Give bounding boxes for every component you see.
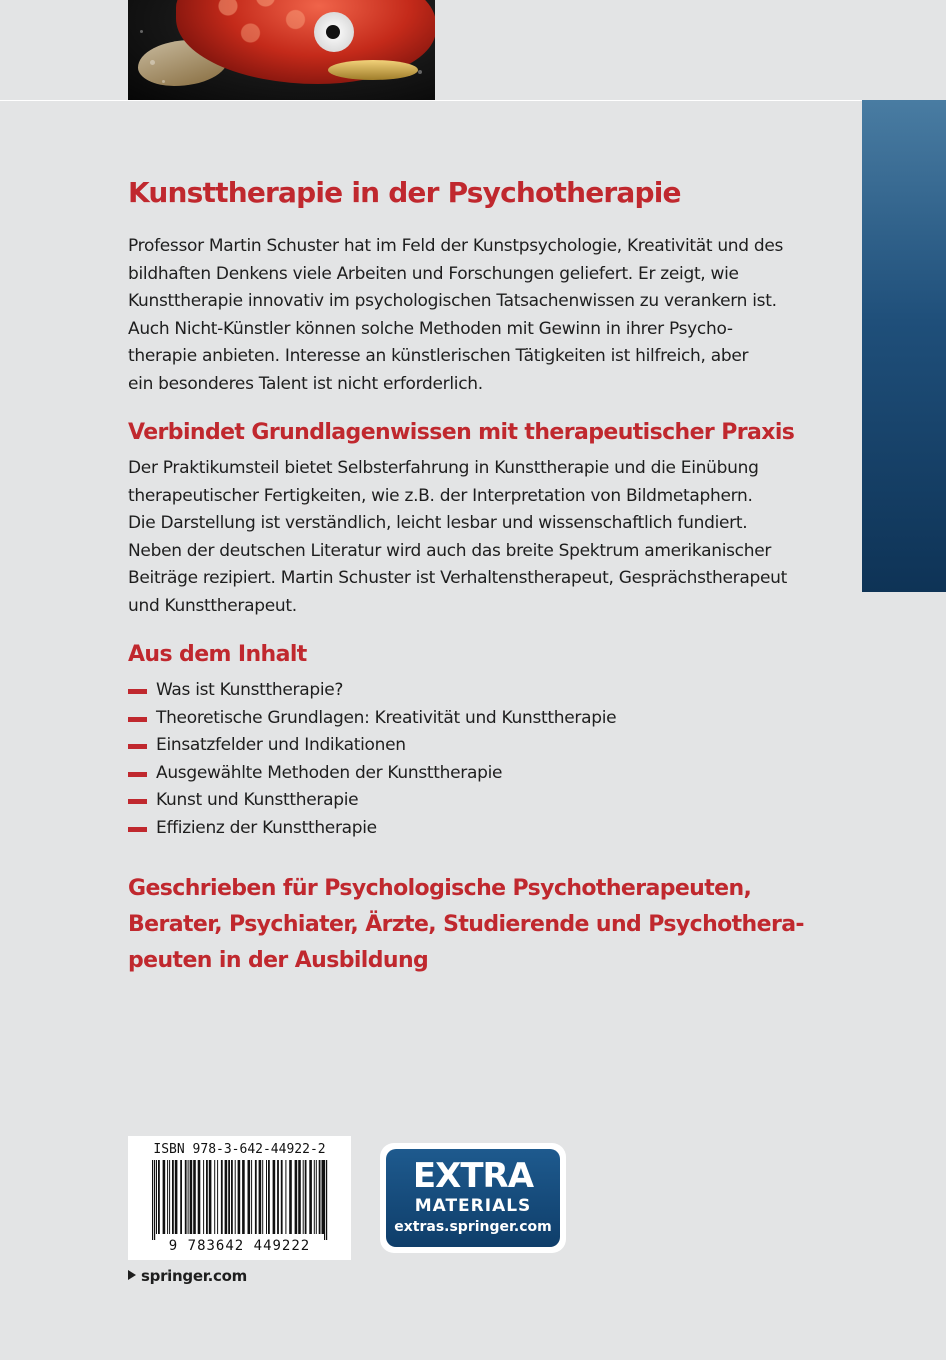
barcode-bar [319, 1160, 321, 1234]
red-dash-bullet [128, 744, 147, 749]
text-line: therapeutischer Fertigkeiten, wie z.B. der Interpretation von Bildmetaphern. [128, 485, 753, 506]
list-item-label: Theoretische Grundlagen: Kreativität und Kunsttherapie [156, 707, 617, 728]
fish-lip [328, 60, 418, 80]
isbn-label: ISBN 978-3-642-44922-2 [153, 1142, 326, 1157]
barcode-guard-bar [326, 1160, 327, 1240]
text-line: Die Darstellung ist verständlich, leicht lesbar und wissenschaftlich fundiert. [128, 513, 748, 533]
barcode-guard-bar [324, 1160, 325, 1240]
barcode-bar [298, 1160, 301, 1234]
list-item-label: Einsatzfelder und Indikationen [156, 735, 406, 755]
barcode-guard-bar [152, 1160, 153, 1240]
red-dash-bullet [128, 717, 147, 722]
list-item [128, 787, 616, 815]
section-heading-praxis: Verbindet Grundlagenwissen mit therapeutischer Praxis [128, 420, 795, 445]
text-line: ein besonderes Talent ist nicht erforderlich. [128, 373, 483, 394]
barcode-bar [242, 1160, 245, 1234]
list-item [128, 732, 616, 760]
red-dash-bullet [128, 827, 147, 832]
barcode-bar [248, 1160, 251, 1234]
intro-paragraph [128, 233, 784, 398]
barcode-bar [289, 1160, 292, 1234]
text-line: Berater, Psychiater, Ärzte, Studierende und Psychothera- [128, 912, 804, 937]
barcode-bar [238, 1160, 241, 1234]
barcode-guard-bar [154, 1160, 155, 1240]
barcode-bar [281, 1160, 283, 1234]
list-item-label: Ausgewählte Methoden der Kunsttherapie [156, 762, 503, 783]
fish-pupil [326, 25, 340, 39]
text-line: Professor Martin Schuster hat im Feld der Kunstpsychologie, Kreativität und des [128, 236, 784, 256]
extra-materials-badge[interactable] [380, 1143, 566, 1253]
barcode-bar [262, 1160, 263, 1234]
text-line: peuten in der Ausbildung [128, 948, 429, 973]
barcode-bar [175, 1160, 178, 1234]
barcode-bar [285, 1160, 286, 1234]
barcode-bar [305, 1160, 307, 1234]
text-line: Geschrieben für Psychologische Psychotherapeuten, [128, 876, 752, 901]
bubble [418, 70, 422, 74]
text-line: Auch Nicht-Künstler können solche Methoden mit Gewinn in ihrer Psycho- [128, 318, 733, 339]
text-line: Kunsttherapie innovativ im psychologischen Tatsachenwissen zu verankern ist. [128, 291, 777, 311]
barcode-bar [273, 1160, 276, 1234]
red-dash-bullet [128, 772, 147, 777]
bubble [150, 60, 155, 65]
barcode-bar [169, 1160, 170, 1234]
barcode-bar [259, 1160, 262, 1234]
list-item [128, 760, 616, 788]
barcode-bar [206, 1160, 208, 1234]
barcode-bar [316, 1160, 317, 1234]
isbn-barcode [128, 1136, 351, 1260]
barcode-bar [266, 1160, 267, 1234]
cover-image-fish [128, 0, 435, 100]
bubble [140, 30, 143, 33]
barcode-bar [231, 1160, 233, 1234]
list-item [128, 815, 616, 843]
extra-label: EXTRA [412, 1156, 534, 1196]
materials-label: MATERIALS [414, 1196, 532, 1216]
ean-digits: 9 783642 449222 [168, 1238, 311, 1254]
blue-side-bar [862, 100, 946, 592]
text-line: therapie anbieten. Interesse an künstlerischen Tätigkeiten ist hilfreich, aber [128, 346, 749, 366]
barcode-bar [225, 1160, 228, 1234]
barcode-bar [235, 1160, 236, 1234]
barcode-bar [190, 1160, 193, 1234]
text-line: und Kunsttherapeut. [128, 595, 297, 616]
list-item [128, 705, 616, 733]
text-line: bildhaften Denkens viele Arbeiten und Forschungen geliefert. Er zeigt, wie [128, 263, 739, 284]
text-line: Neben der deutschen Literatur wird auch das breite Spektrum amerikanischer [128, 540, 772, 561]
barcode-bar [167, 1160, 168, 1234]
extras-url[interactable]: extras.springer.com [394, 1219, 552, 1235]
red-dash-bullet [128, 799, 147, 804]
praxis-paragraph [128, 455, 787, 620]
text-line: Beiträge rezipiert. Martin Schuster ist Verhaltenstherapeut, Gesprächstherapeut [128, 568, 787, 588]
springer-link[interactable] [128, 1267, 247, 1285]
barcode-bar [163, 1160, 166, 1234]
barcode-bar [277, 1160, 279, 1234]
barcode-bar [251, 1160, 252, 1234]
red-dash-bullet [128, 689, 147, 694]
barcode-bar [156, 1160, 157, 1234]
text-line: Der Praktikumsteil bietet Selbsterfahrung in Kunsttherapie und die Einübung [128, 458, 759, 478]
barcode-bar [217, 1160, 218, 1234]
barcode-bar [188, 1160, 189, 1234]
barcode-bar [322, 1160, 325, 1234]
barcode-bar [198, 1160, 201, 1234]
barcode-bar [193, 1160, 196, 1234]
list-item-label: Effizienz der Kunsttherapie [156, 817, 377, 838]
section-heading-contents: Aus dem Inhalt [128, 642, 307, 667]
barcode-bar [158, 1160, 160, 1234]
audience-statement [128, 871, 848, 979]
bubble [162, 80, 165, 83]
barcode-bar [268, 1160, 270, 1234]
arrow-right-icon [128, 1270, 136, 1280]
list-item-label: Was ist Kunsttherapie? [156, 680, 344, 700]
barcode-bar [221, 1160, 223, 1234]
barcode-bar [203, 1160, 204, 1234]
springer-link-label: springer.com [141, 1267, 247, 1285]
barcode-bar [255, 1160, 257, 1234]
barcode-bar [214, 1160, 215, 1234]
barcode-bar [185, 1160, 187, 1234]
barcode-bar [303, 1160, 304, 1234]
barcode-bar [180, 1160, 182, 1234]
barcode-bar [209, 1160, 212, 1234]
barcode-bar [172, 1160, 174, 1234]
book-title: Kunsttherapie in der Psychotherapie [128, 176, 681, 209]
contents-list [128, 677, 616, 842]
barcode-bar [309, 1160, 312, 1234]
barcode-bar [228, 1160, 230, 1234]
barcode-bar [314, 1160, 315, 1234]
extra-materials-panel [386, 1149, 560, 1247]
divider-line [0, 100, 946, 101]
list-item [128, 677, 616, 705]
list-item-label: Kunst und Kunsttherapie [156, 790, 359, 810]
barcode-bar [295, 1160, 298, 1234]
